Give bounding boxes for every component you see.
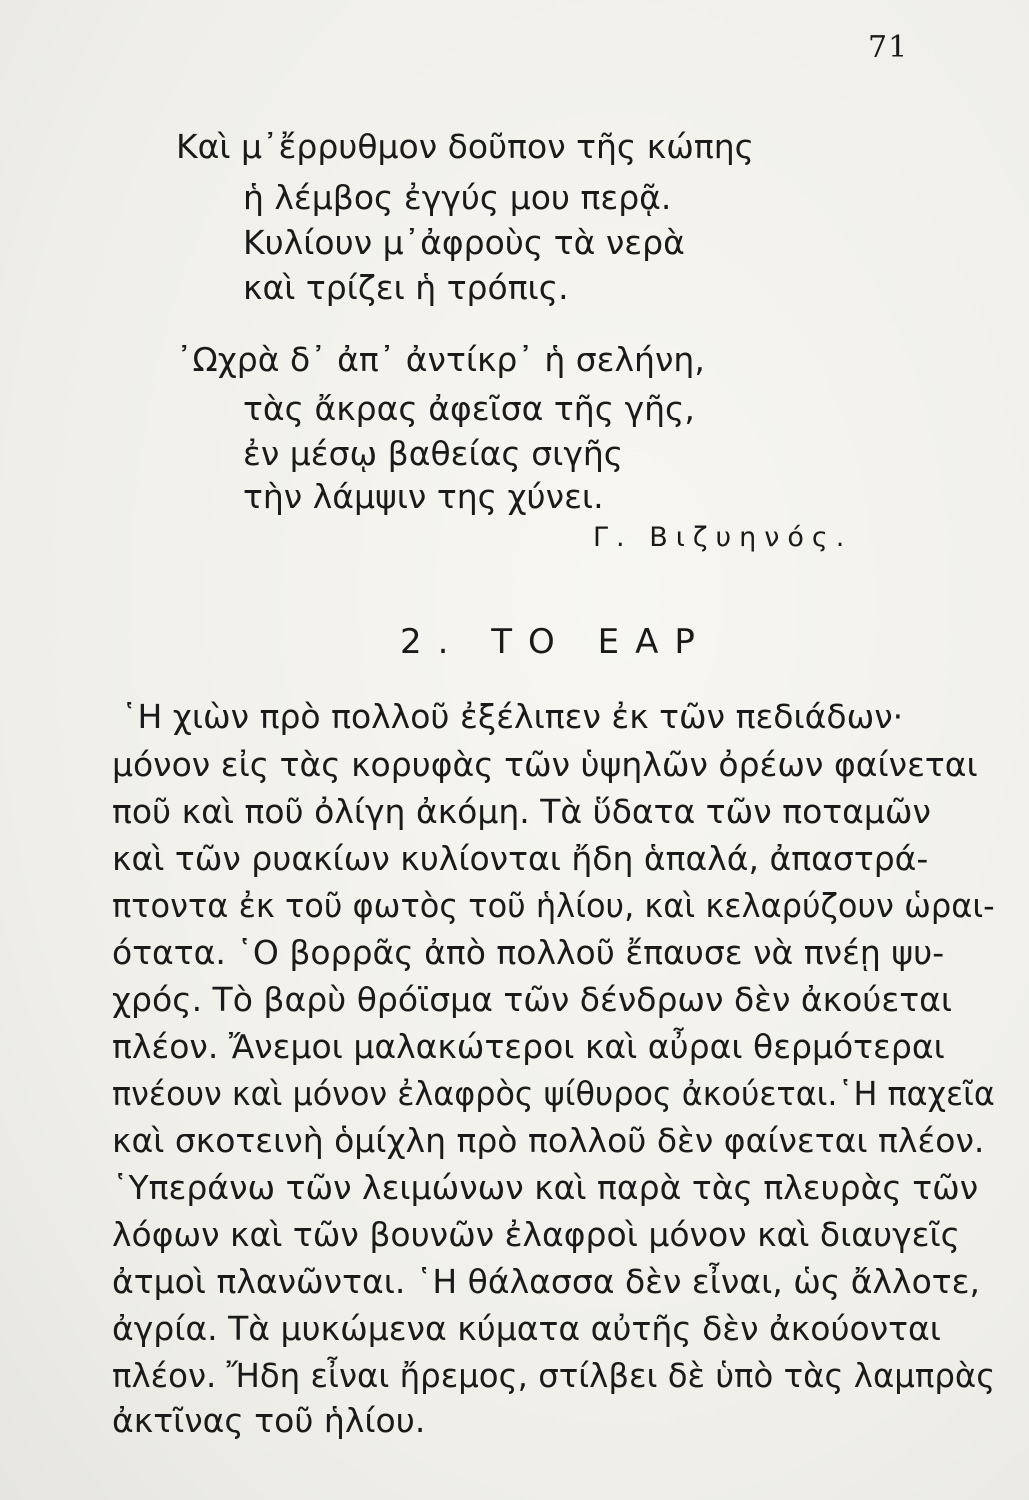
poem-verse: Καὶ μ᾽ἔρρυθμον δοῦπον τῆς κώπης <box>176 127 754 166</box>
prose-line: ποῦ καὶ ποῦ ὀλίγη ἀκόμη. Τὰ ὕδατα τῶν ποταμῶν <box>112 792 931 831</box>
prose-line: χρός. Τὸ βαρὺ θρόϊσμα τῶν δένδρων δὲν ἀκούεται <box>112 980 953 1019</box>
prose-line: μόνον εἰς τὰς κορυφὰς τῶν ὑψηλῶν ὀρέων φαίνεται <box>112 745 978 784</box>
poem-verse: καὶ τρίζει ἡ τρόπις. <box>243 268 569 307</box>
prose-line: πλέον. Ἤδη εἶναι ἤρεμος, στίλβει δὲ ὑπὸ τὰς λαμπρὰς <box>112 1356 996 1395</box>
poem-verse: ἡ λέμβος ἐγγύς μου περᾷ. <box>243 178 672 217</box>
prose-line: ἀτμοὶ πλανῶνται. ῾Η θάλασσα δὲν εἶναι, ὡς ἄλλοτε, <box>112 1262 980 1301</box>
section-title: 2. ΤΟ ΕΑΡ <box>400 622 711 662</box>
poem-author: Γ. Βιζυηνός. <box>593 522 853 553</box>
prose-line: ἀκτῖνας τοῦ ἡλίου. <box>112 1401 426 1440</box>
prose-line: ῾Υπεράνω τῶν λειμώνων καὶ παρὰ τὰς πλευρὰς τῶν <box>112 1168 979 1207</box>
poem-verse: τὴν λάμψιν της χύνει. <box>243 477 604 516</box>
prose-line: καὶ σκοτεινὴ ὁμίχλη πρὸ πολλοῦ δὲν φαίνεται πλέον. <box>112 1121 985 1160</box>
prose-line: πτοντα ἐκ τοῦ φωτὸς τοῦ ἡλίου, καὶ κελαρύζουν ὡραι- <box>112 886 995 925</box>
prose-line: πνέουν καὶ μόνον ἐλαφρὸς ψίθυρος ἀκούεται.῾Η παχεῖα <box>112 1074 995 1113</box>
page-number: 71 <box>868 30 909 65</box>
poem-verse: ἐν μέσῳ βαθείας σιγῆς <box>243 434 624 473</box>
prose-line: ῾Η χιὼν πρὸ πολλοῦ ἐξέλιπεν ἐκ τῶν πεδιάδων· <box>121 697 904 736</box>
poem-verse: Κυλίουν μ᾽ἀφροὺς τὰ νερὰ <box>243 223 685 262</box>
prose-line: λόφων καὶ τῶν βουνῶν ἐλαφροὶ μόνον καὶ διαυγεῖς <box>112 1215 961 1254</box>
prose-line: καὶ τῶν ρυακίων κυλίονται ἤδη ἁπαλά, ἀπαστρά- <box>112 839 929 878</box>
prose-line: ότατα. ῾Ο βορρᾶς ἀπὸ πολλοῦ ἔπαυσε νὰ πνέῃ ψυ- <box>112 933 945 972</box>
prose-line: ἀγρία. Τὰ μυκώμενα κύματα αὐτῆς δὲν ἀκούονται <box>112 1309 941 1348</box>
prose-line: πλέον. Ἄνεμοι μαλακώτεροι καὶ αὖραι θερμότεραι <box>112 1027 945 1066</box>
poem-verse: τὰς ἄκρας ἀφεῖσα τῆς γῆς, <box>243 389 695 428</box>
poem-verse: ᾽Ωχρὰ δ᾽ ἀπ᾽ ἀντίκρ᾽ ἡ σελήνη, <box>176 340 705 379</box>
